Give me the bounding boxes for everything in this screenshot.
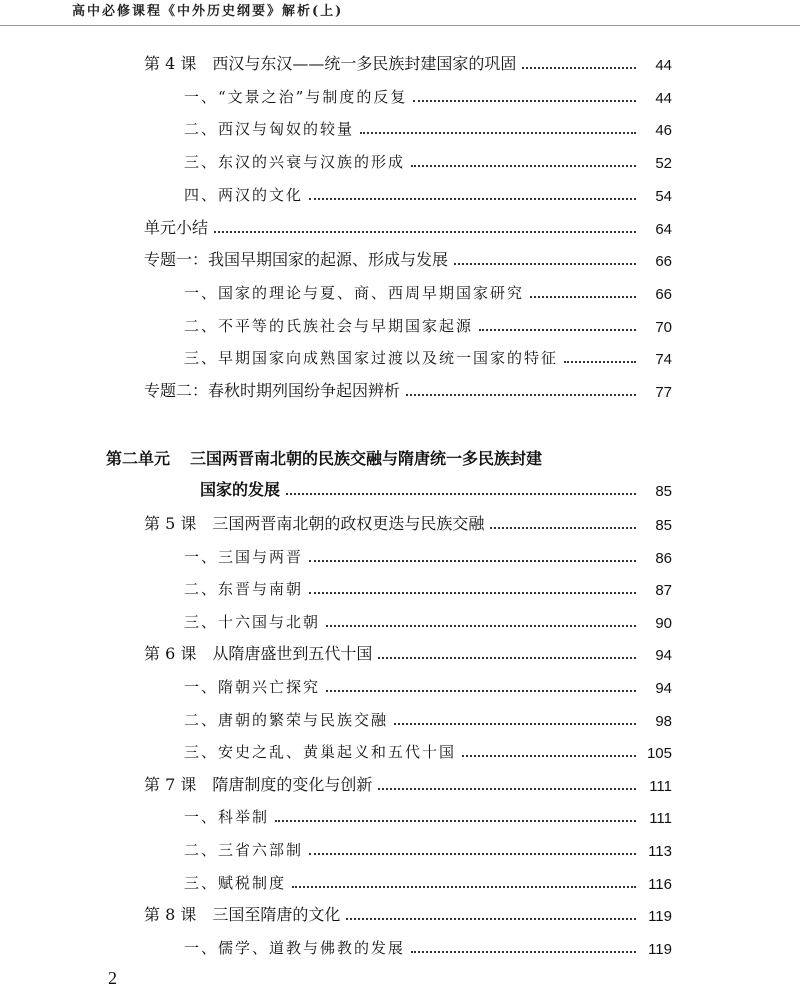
- leader-dots: [326, 615, 636, 627]
- toc-entry-title: 二、唐朝的繁荣与民族交融: [184, 710, 389, 729]
- toc-entry[interactable]: [144, 44, 672, 74]
- toc-entry[interactable]: [144, 504, 672, 534]
- toc-entry-title: 第 5 课 三国两晋南北朝的政权更迭与民族交融: [144, 514, 485, 533]
- toc-entry-title: 第 4 课 西汉与东汉——统一多民族封建国家的巩固: [144, 54, 517, 73]
- toc-entry[interactable]: [144, 765, 672, 795]
- leader-dots: [360, 122, 636, 134]
- leader-dots: [479, 319, 636, 331]
- toc-entry-title: 三、赋税制度: [184, 873, 287, 892]
- unit-title: [106, 446, 562, 469]
- toc-entry-title: 第 7 课 隋唐制度的变化与创新: [144, 774, 373, 794]
- running-header: 高中必修课程《中外历史纲要》解析(上): [72, 4, 344, 19]
- toc-entry-title: 一、国家的理论与夏、商、西周早期国家研究: [184, 283, 525, 302]
- leader-dots: [522, 57, 636, 69]
- toc-entry-page: 111: [649, 777, 672, 795]
- toc-entry-title: 三、早期国家向成熟国家过渡以及统一国家的特征: [184, 349, 559, 368]
- toc-entry[interactable]: [144, 895, 672, 925]
- toc-entry-title: 三、十六国与北朝: [184, 612, 321, 631]
- toc-entry[interactable]: [184, 667, 672, 697]
- leader-dots: [286, 483, 636, 495]
- leader-dots: [309, 550, 636, 562]
- toc-entry-page: 119: [648, 940, 672, 958]
- toc-entry-page: 119: [648, 908, 672, 926]
- page-number: 2: [108, 968, 117, 988]
- toc-entry-title: 二、西汉与匈奴的较量: [184, 120, 355, 139]
- toc-entry-title: 专题一：我国早期国家的起源、形成与发展: [144, 250, 449, 270]
- toc-entry-title: 专题二：春秋时期列国纷争起因辨析: [144, 381, 401, 400]
- toc-entry-page: 44: [655, 57, 672, 74]
- toc-entry-page: 52: [655, 155, 672, 173]
- toc-entry[interactable]: [184, 175, 672, 205]
- toc-entry[interactable]: [184, 306, 672, 336]
- leader-dots: [406, 384, 636, 396]
- toc-entry[interactable]: [184, 142, 672, 172]
- toc-entry-page: 98: [655, 712, 672, 730]
- toc-entry-title: 一、三国与两晋: [184, 547, 304, 566]
- leader-dots: [346, 908, 636, 920]
- toc-entry-page: 86: [655, 549, 672, 567]
- toc-entry-page: 77: [655, 384, 672, 401]
- leader-dots: [292, 876, 636, 888]
- leader-dots: [490, 517, 636, 529]
- leader-dots: [309, 582, 636, 594]
- toc-entry[interactable]: [184, 109, 672, 139]
- toc-entry-page: 87: [655, 582, 672, 600]
- leader-dots: [214, 221, 636, 233]
- leader-dots: [411, 941, 636, 953]
- toc-entry-title: 三、安史之乱、黄巢起义和五代十国: [184, 743, 457, 762]
- leader-dots: [530, 286, 636, 298]
- toc-entry-title: 三、东汉的兴衰与汉族的形成: [184, 153, 406, 172]
- unit-title-line1: 三国两晋南北朝的民族交融与隋唐统一多民族封建: [190, 449, 543, 468]
- toc-entry-page: 116: [648, 875, 672, 893]
- toc-entry-title: 二、不平等的氏族社会与早期国家起源: [184, 316, 474, 335]
- leader-dots: [309, 843, 636, 855]
- toc-entry-page: 105: [646, 745, 672, 763]
- toc-entry[interactable]: [184, 338, 672, 368]
- leader-dots: [275, 810, 636, 822]
- toc-entry-title: 一、科举制: [184, 808, 270, 827]
- toc-entry[interactable]: [184, 602, 672, 632]
- leader-dots: [413, 90, 636, 102]
- toc-entry-page: 44: [655, 89, 672, 107]
- toc-entry[interactable]: [184, 700, 672, 730]
- toc-entry-page: 64: [655, 220, 672, 238]
- toc-entry-page: 94: [655, 647, 672, 665]
- toc-entry-title: 第 6 课 从隋唐盛世到五代十国: [144, 644, 373, 664]
- leader-dots: [394, 713, 636, 725]
- toc-entry-title: 第 8 课 三国至隋唐的文化: [144, 905, 341, 925]
- toc-entry-page: 46: [655, 122, 672, 140]
- toc-entry-page: 74: [655, 351, 672, 369]
- unit-title-continued[interactable]: [200, 470, 672, 500]
- toc-entry-page: 70: [655, 318, 672, 336]
- toc-entry-page: 94: [655, 680, 672, 697]
- unit-title-line2: 国家的发展: [200, 480, 281, 499]
- toc-entry[interactable]: [184, 863, 672, 893]
- toc-entry[interactable]: [184, 569, 672, 599]
- toc-entry-page: 90: [655, 614, 672, 632]
- leader-dots: [564, 351, 636, 363]
- toc-entry[interactable]: [184, 928, 672, 958]
- header-rule: [0, 25, 800, 26]
- toc-entry[interactable]: [184, 537, 672, 567]
- toc-entry-title: 二、三省六部制: [184, 841, 304, 859]
- leader-dots: [462, 745, 636, 757]
- leader-dots: [309, 188, 636, 200]
- leader-dots: [326, 680, 636, 692]
- leader-dots: [411, 155, 636, 167]
- toc-entry-page: 54: [655, 187, 672, 205]
- toc-entry[interactable]: [144, 240, 672, 270]
- page-ref: 85: [655, 483, 672, 500]
- toc-entry[interactable]: [184, 797, 672, 827]
- toc-entry[interactable]: [184, 273, 672, 303]
- toc-entry[interactable]: [184, 732, 672, 762]
- leader-dots: [378, 778, 636, 790]
- unit-label: 第二单元: [106, 449, 171, 468]
- toc-entry[interactable]: [144, 371, 672, 401]
- toc-entry[interactable]: [144, 634, 672, 664]
- toc-entry[interactable]: [144, 208, 672, 238]
- toc-entry-title: 一、儒学、道教与佛教的发展: [184, 938, 406, 957]
- toc-entry-title: 单元小结: [144, 217, 209, 237]
- toc-entry-page: 111: [649, 810, 672, 828]
- leader-dots: [454, 253, 636, 265]
- toc-entry[interactable]: [184, 77, 672, 107]
- toc-entry-page: 113: [648, 843, 672, 860]
- toc-entry-title: 二、东晋与南朝: [184, 580, 304, 599]
- leader-dots: [378, 647, 636, 659]
- toc-entry-page: 66: [655, 285, 672, 303]
- toc-entry-page: 66: [655, 253, 672, 271]
- toc-entry-title: 四、两汉的文化: [184, 185, 304, 204]
- toc-entry-title: 一、“文景之治”与制度的反复: [184, 87, 408, 106]
- toc-entry-page: 85: [655, 517, 672, 534]
- toc-entry-title: 一、隋朝兴亡探究: [184, 678, 321, 696]
- toc-entry[interactable]: [184, 830, 672, 860]
